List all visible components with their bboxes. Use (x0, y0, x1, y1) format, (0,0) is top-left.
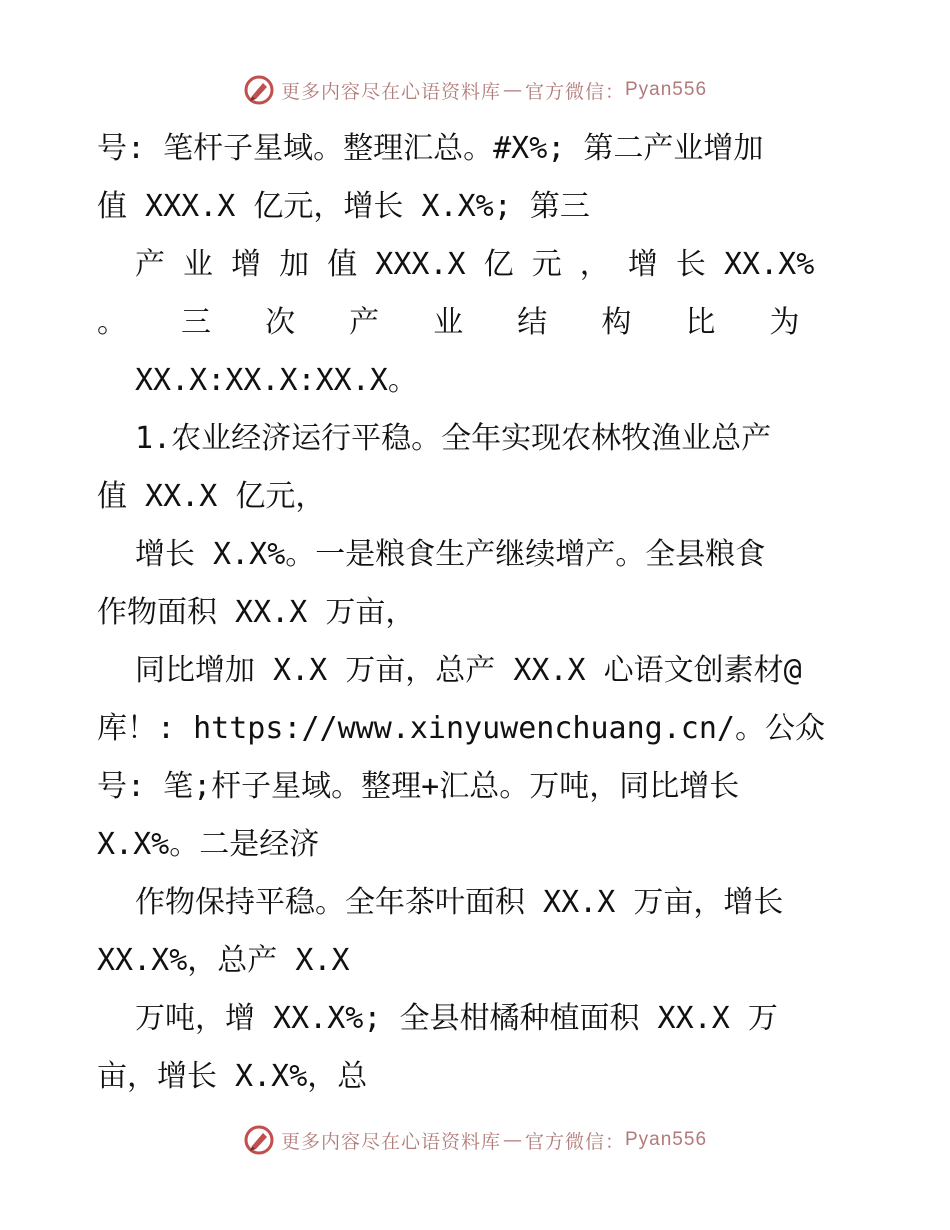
text-line: 作物面积 XX.X 万亩， (97, 595, 416, 630)
text-line: 万吨，增 XX.X%; 全县柑橘种植面积 XX.X 万 (135, 1001, 778, 1036)
text-line: 值 XXX.X 亿元，增长 X.X%; 第三 (97, 189, 590, 224)
pen-circle-logo-icon (243, 1124, 275, 1156)
text-line: 号: 笔;杆子星域。整理+汇总。万吨，同比增长 (97, 769, 740, 804)
footer-banner (0, 1120, 950, 1160)
banner-wechat-label: 官方微信： (524, 80, 625, 103)
text-line: 1.农业经济运行平稳。全年实现农林牧渔业总产 (135, 421, 772, 456)
text-line: 产 业 增 加 值 XXX.X 亿 元 ， 增 长 XX.X% (135, 247, 815, 282)
banner-separator: — (502, 79, 523, 101)
text-line: 。 三 次 产 业 结 构 比 为 (97, 305, 818, 340)
banner-separator: — (502, 1129, 523, 1151)
header-banner (0, 70, 950, 110)
banner-wechat-label: 官方微信： (524, 1130, 625, 1153)
text-line: XX.X%，总产 X.X (97, 943, 350, 978)
text-line: 同比增加 X.X 万亩，总产 XX.X 心语文创素材@ (135, 653, 802, 688)
banner-main-text: 更多内容尽在心语资料库 (280, 80, 501, 103)
banner-wechat-id: Pyan556 (625, 1129, 708, 1150)
document-body (97, 120, 857, 1106)
text-line: XX.X:XX.X:XX.X。 (135, 363, 418, 398)
text-line: 值 XX.X 亿元， (97, 479, 326, 514)
banner-main-text: 更多内容尽在心语资料库 (280, 1130, 501, 1153)
text-line: 号: 笔杆子星域。整理汇总。#X%; 第二产业增加 (97, 131, 764, 166)
banner-wechat-id: Pyan556 (625, 79, 708, 100)
text-line: 增长 X.X%。一是粮食生产继续增产。全县粮食 (135, 537, 766, 572)
text-line: X.X%。二是经济 (97, 827, 320, 862)
pen-circle-logo-icon (243, 74, 275, 106)
text-line: 亩，增长 X.X%，总 (97, 1059, 368, 1094)
text-line: 作物保持平稳。全年茶叶面积 XX.X 万亩，增长 (135, 885, 784, 920)
text-line: 库！: https://www.xinyuwenchuang.cn/。公众 (97, 711, 825, 746)
